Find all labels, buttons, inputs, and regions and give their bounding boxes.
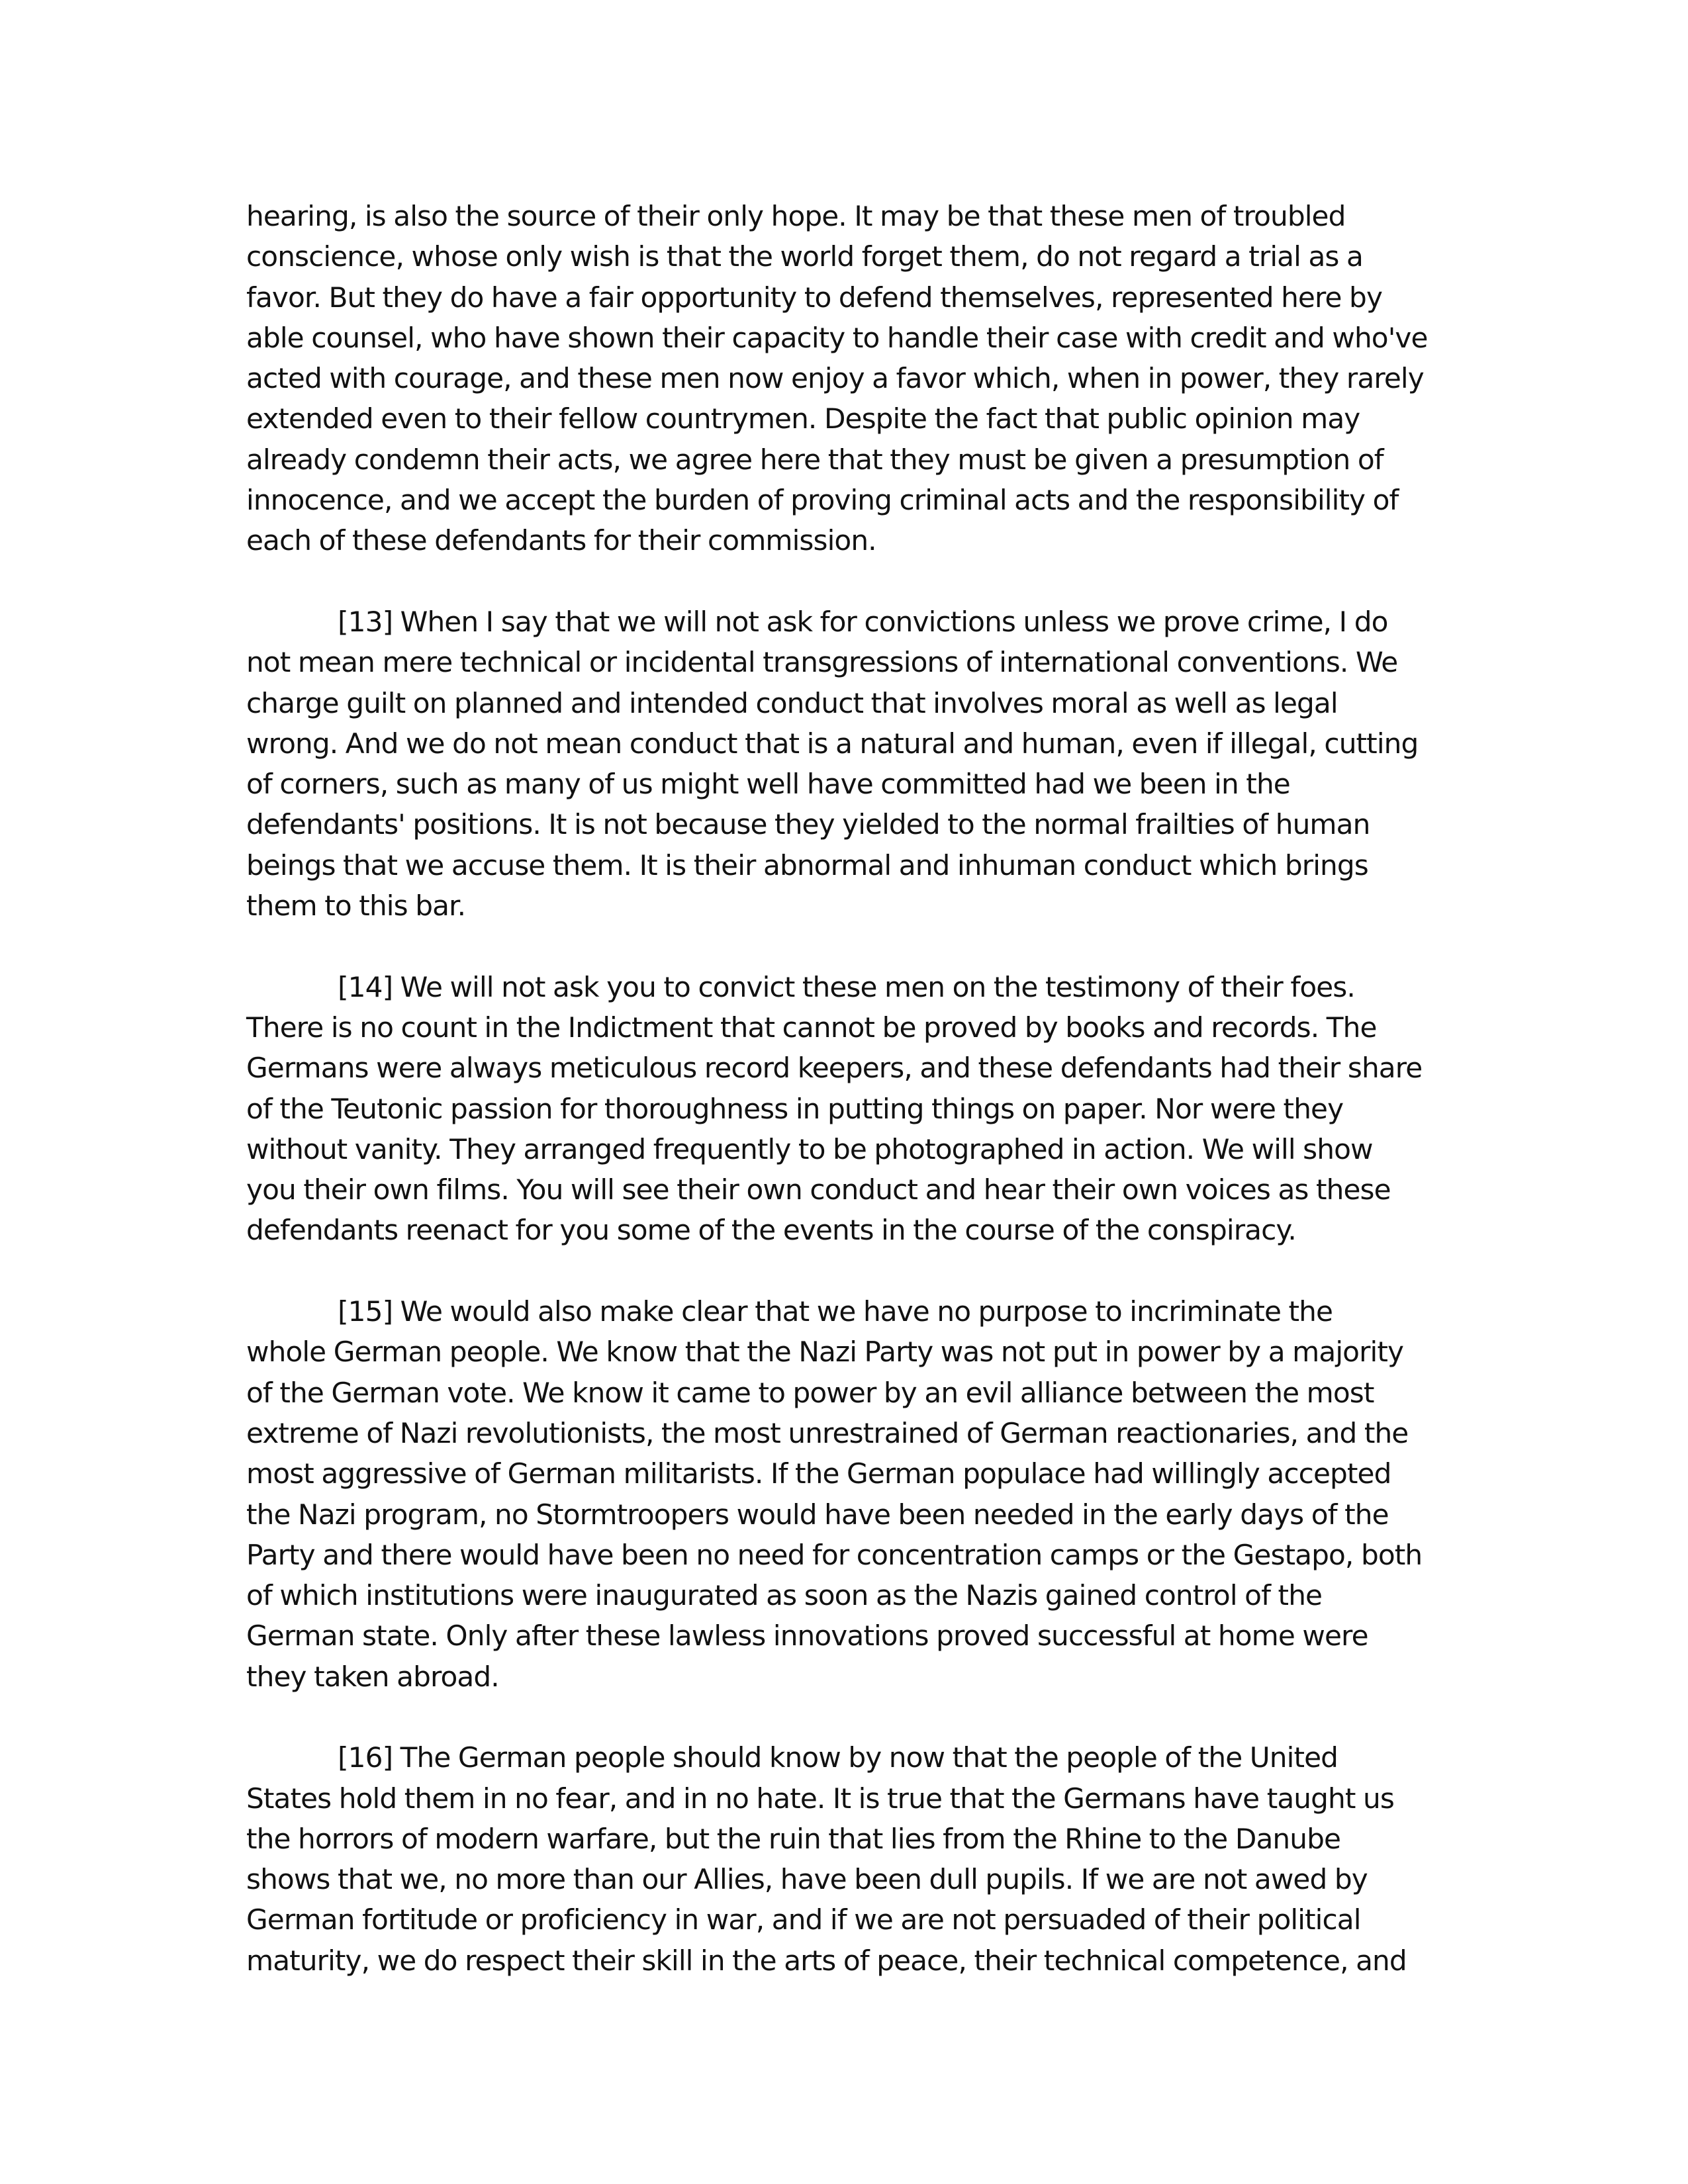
paragraph-line: not mean mere technical or incidental transgressions of international conventions. We bbox=[246, 646, 1398, 679]
paragraph-line: extended even to their fellow countrymen. Despite the fact that public opinion may bbox=[246, 402, 1360, 435]
paragraph-line: of the Teutonic passion for thoroughness in putting things on paper. Nor were they bbox=[246, 1092, 1344, 1125]
paragraph-line: of the German vote. We know it came to power by an evil alliance between the most bbox=[246, 1376, 1374, 1409]
paragraph-line: maturity, we do respect their skill in the arts of peace, their technical competence, and bbox=[246, 1944, 1407, 1977]
paragraph-line: the horrors of modern warfare, but the ruin that lies from the Rhine to the Danube bbox=[246, 1822, 1341, 1855]
paragraph-line: without vanity. They arranged frequently to be photographed in action. We will show bbox=[246, 1132, 1373, 1165]
paragraph-14 bbox=[246, 967, 1444, 1251]
paragraph-line: of which institutions were inaugurated as soon as the Nazis gained control of the bbox=[246, 1579, 1323, 1612]
paragraph-line: each of these defendants for their commission. bbox=[246, 524, 876, 557]
paragraph-13 bbox=[246, 602, 1444, 926]
paragraph-line: defendants reenact for you some of the events in the course of the conspiracy. bbox=[246, 1214, 1296, 1247]
paragraph-1 bbox=[246, 196, 1444, 561]
paragraph-15 bbox=[246, 1291, 1444, 1697]
paragraph-line: German fortitude or proficiency in war, and if we are not persuaded of their political bbox=[246, 1903, 1361, 1936]
paragraph-line: Party and there would have been no need for concentration camps or the Gestapo, both bbox=[246, 1538, 1423, 1571]
paragraph-line: acted with courage, and these men now enjoy a favor which, when in power, they rarely bbox=[246, 362, 1424, 395]
paragraph-line: defendants' positions. It is not because they yielded to the normal frailties of human bbox=[246, 808, 1370, 841]
paragraph-line: the Nazi program, no Stormtroopers would have been needed in the early days of the bbox=[246, 1498, 1389, 1531]
paragraph-line: innocence, and we accept the burden of proving criminal acts and the responsibility of bbox=[246, 484, 1399, 517]
paragraph-line: wrong. And we do not mean conduct that is a natural and human, even if illegal, cutting bbox=[246, 727, 1419, 760]
paragraph-line: shows that we, no more than our Allies, have been dull pupils. If we are not awed by bbox=[246, 1863, 1368, 1896]
paragraph-line: most aggressive of German militarists. If the German populace had willingly accepted bbox=[246, 1457, 1391, 1490]
paragraph-line: conscience, whose only wish is that the world forget them, do not regard a trial as a bbox=[246, 240, 1363, 273]
paragraph-line: you their own films. You will see their own conduct and hear their own voices as these bbox=[246, 1173, 1391, 1206]
paragraph-line: whole German people. We know that the Nazi Party was not put in power by a majority bbox=[246, 1336, 1404, 1369]
paragraph-line: favor. But they do have a fair opportunity to defend themselves, represented here by bbox=[246, 281, 1383, 314]
document-body-text bbox=[246, 196, 1444, 1981]
paragraph-line: [15] We would also make clear that we have no purpose to incriminate the bbox=[246, 1295, 1333, 1328]
paragraph-line: charge guilt on planned and intended conduct that involves moral as well as legal bbox=[246, 686, 1338, 719]
paragraph-line: extreme of Nazi revolutionists, the most unrestrained of German reactionaries, and the bbox=[246, 1416, 1409, 1449]
paragraph-line: of corners, such as many of us might well have committed had we been in the bbox=[246, 768, 1290, 801]
paragraph-line: beings that we accuse them. It is their abnormal and inhuman conduct which brings bbox=[246, 848, 1368, 882]
paragraph-line: Germans were always meticulous record keepers, and these defendants had their share bbox=[246, 1052, 1423, 1085]
paragraph-line: already condemn their acts, we agree here that they must be given a presumption of bbox=[246, 443, 1383, 476]
paragraph-line: There is no count in the Indictment that cannot be proved by books and records. The bbox=[246, 1011, 1377, 1044]
paragraph-line: States hold them in no fear, and in no hate. It is true that the Germans have taught us bbox=[246, 1782, 1394, 1815]
paragraph-line: [13] When I say that we will not ask for convictions unless we prove crime, I do bbox=[246, 605, 1388, 638]
paragraph-line: able counsel, who have shown their capacity to handle their case with credit and who've bbox=[246, 321, 1428, 354]
paragraph-line: [16] The German people should know by now that the people of the United bbox=[246, 1741, 1338, 1774]
paragraph-16 bbox=[246, 1737, 1444, 1981]
paragraph-line: they taken abroad. bbox=[246, 1660, 499, 1693]
paragraph-line: German state. Only after these lawless innovations proved successful at home were bbox=[246, 1619, 1368, 1653]
paragraph-line: [14] We will not ask you to convict these men on the testimony of their foes. bbox=[246, 970, 1355, 1003]
paragraph-line: hearing, is also the source of their only hope. It may be that these men of troubled bbox=[246, 200, 1346, 232]
paragraph-line: them to this bar. bbox=[246, 889, 466, 923]
